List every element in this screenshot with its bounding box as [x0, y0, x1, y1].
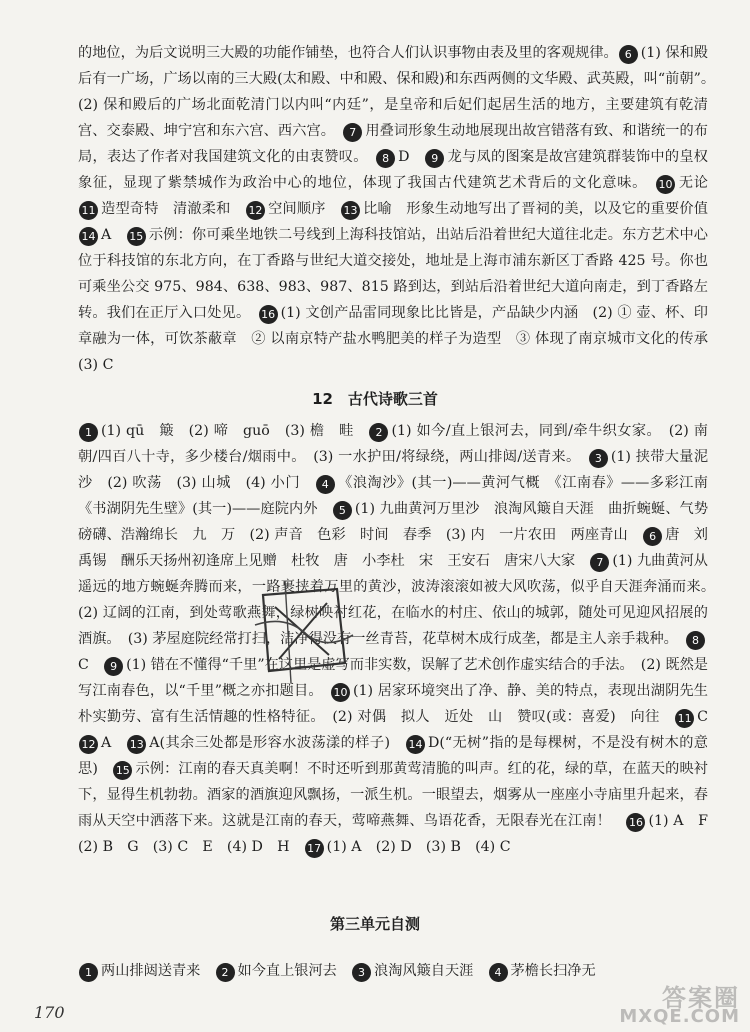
site-watermark-logo — [540, 978, 740, 1028]
question-number-badge: 9 — [425, 149, 444, 168]
question-number-badge: 12 — [246, 201, 265, 220]
answer-text: (1) 居家环境突出了净、静、美的特点，表现出湖阴先生朴实勤劳、富有生活情趣的性格特征。 (2) 对偶 拟人 近处 山 赞叹(或：喜爱) 向往 — [78, 683, 708, 725]
answer-text: 示例：江南的春天真美啊！不时还听到那黄莺清脆的叫声。红的花，绿的草，在蓝天的映衬下，显得生机勃勃。酒家的酒旗迎风飘扬，一派生机。一眼望去，烟雾从一座座小寺庙里升起来，春雨从天空中洒落下来。这就是江南的春天，莺啼燕舞、鸟语花香，无限春光在江南！ — [78, 761, 708, 829]
answer-text: 如今直上银河去 — [237, 963, 352, 979]
answer-text: 《浪淘沙》(其一)——黄河气概 《江南春》——多彩江南 《书湖阴先生壁》(其一)——庭院内外 — [78, 475, 723, 517]
answer-text: A — [101, 735, 127, 751]
answer-block-ancient-poems — [78, 418, 723, 860]
question-number-badge: 8 — [376, 149, 395, 168]
question-number-badge: 10 — [331, 683, 350, 702]
question-number-badge: 7 — [590, 553, 609, 572]
watermark-text: 答案圈 — [662, 984, 740, 1012]
question-number-badge: 2 — [369, 423, 388, 442]
question-number-badge: 9 — [104, 657, 123, 676]
question-number-badge: 11 — [675, 709, 694, 728]
question-number-badge: 12 — [79, 735, 98, 754]
answer-text: (1) 挟带大量泥沙 (2) 吹荡 (3) 山城 (4) 小门 — [78, 449, 709, 491]
answer-text: 空间顺序 — [267, 201, 340, 217]
question-number-badge: 3 — [352, 963, 371, 982]
answer-text: 两山排闼送青来 — [101, 963, 215, 979]
question-number-badge: 5 — [333, 501, 352, 520]
question-number-badge: 16 — [259, 305, 278, 324]
question-number-badge: 14 — [79, 227, 98, 246]
answer-text: (1) A F (2) B G (3) C E (4) D H — [78, 813, 723, 855]
watermark-url: MXQE.COM — [619, 1006, 740, 1027]
answer-text: 龙与凤的图案是故宫建筑群装饰中的皇权象征，显现了紫禁城作为政治中心的地位，体现了我国古代建筑艺术背后的文化意味。 — [78, 149, 708, 191]
section-heading-ancient-poems: 12 古代诗歌三首 — [312, 390, 438, 408]
question-number-badge: 13 — [127, 735, 146, 754]
answer-text: (1) A (2) D (3) B (4) C — [326, 839, 511, 855]
answer-text: 比喻 形象生动地写出了晋祠的美，以及它的重要价值 — [363, 201, 723, 217]
question-number-badge: 15 — [113, 761, 132, 780]
question-number-badge: 1 — [79, 963, 98, 982]
question-number-badge: 15 — [127, 227, 146, 246]
section-heading-unit-test: 第三单元自测 — [329, 915, 420, 933]
question-number-badge: 11 — [79, 201, 98, 220]
question-number-badge: 16 — [626, 813, 645, 832]
pen-scribble-mark — [245, 575, 360, 690]
question-number-badge: 4 — [316, 475, 335, 494]
answer-text: (1) 九曲黄河从遥远的地方蜿蜒奔腾而来，一路裹挟着万里的黄沙，波涛滚滚如被大风吹荡，似乎自天涯奔涌而来。 (2) 辽阔的江南，到处莺歌燕舞，绿树映衬红花，在临水的村庄、依山的城郭，随处可见迎风招展的酒旗。 (3) 茅屋庭院经常打扫，洁净得没有一丝青苔，花草树木成行成垄，都是主人亲手栽种。 — [78, 553, 723, 647]
answer-text: D — [398, 149, 425, 165]
question-number-badge: 2 — [216, 963, 235, 982]
question-number-badge: 6 — [619, 45, 638, 64]
answer-text: 唐 刘禹锡 酬乐天扬州初逢席上见赠 杜牧 唐 小李杜 宋 王安石 唐宋八大家 — [78, 527, 708, 569]
question-number-badge: 14 — [406, 735, 425, 754]
answer-text: (1) 九曲黄河万里沙 浪淘风簸自天涯 曲折蜿蜒、气势磅礴、浩瀚绵长 九 万 (2) 声音 色彩 时间 春季 (3) 内 一片农田 两座青山 — [78, 501, 709, 543]
question-number-badge: 4 — [489, 963, 508, 982]
answer-text: C — [78, 657, 104, 673]
question-number-badge: 1 — [79, 423, 98, 442]
question-number-badge: 10 — [656, 175, 675, 194]
question-number-badge: 3 — [589, 449, 608, 468]
answer-text: D(“无树”指的是每棵树，不是没有树木的意思) — [78, 735, 708, 777]
answer-text: (1) qū 簸 (2) 啼 guō (3) 檐 畦 — [101, 423, 369, 439]
answer-text: 示例：你可乘坐地铁二号线到上海科技馆站，出站后沿着世纪大道往北走。东方艺术中心位于科技馆的东北方向，在丁香路与世纪大道交接处，地址是上海市浦东新区丁香路 425 号。你也可乘坐公交 975、984、638、983、987、815 路到达，到站后沿着世纪大道向南走，到丁香路左转。我们在正厅入口处见。 — [78, 227, 708, 321]
answer-text: (1) 保和殿后有一广场，广场以南的三大殿(太和殿、中和殿、保和殿)和东西两侧的文华殿、武英殿，叫“前朝”。 (2) 保和殿后的广场北面乾清门以内叫“内廷”，是皇帝和后妃们起居生活的地方，主要建筑有乾清宫、交泰殿、坤宁宫和东六宫、西六宫。 — [78, 45, 723, 139]
question-number-badge: 17 — [305, 839, 324, 858]
question-number-badge: 7 — [343, 123, 362, 142]
answer-text: A(其余三处都是形容水波荡漾的样子) — [149, 735, 405, 751]
answer-text: (1) 如今/直上银河去，同到/牵牛织女家。 (2) 南朝/四百八十寺，多少楼台/烟雨中。 (3) 一水护田/将绿绕，两山排闼/送青来。 — [78, 423, 708, 465]
answer-text: 的地位，为后文说明三大殿的功能作铺垫，也符合人们认识事物由表及里的客观规律。 — [78, 45, 618, 61]
answer-text: 无论 — [678, 175, 723, 191]
answer-text: C — [697, 709, 723, 725]
answer-text: 用叠词形象生动地展现出故宫错落有致、和谐统一的布局，表达了作者对我国建筑文化的由衷赞叹。 — [78, 123, 708, 165]
question-number-badge: 13 — [341, 201, 360, 220]
answer-text: (1) 文创产品雷同现象比比皆是，产品缺少内涵 (2) ① 壶、杯、印章融为一体，可饮茶蔽章 ② 以南京特产盐水鸭肥美的样子为造型 ③ 体现了南京城市文化的传承 (3) C — [78, 305, 723, 373]
answer-text: A — [101, 227, 126, 243]
answer-text: 浪淘风簸自天涯 — [374, 963, 488, 979]
page-number: 170 — [34, 1003, 65, 1022]
answer-text: 茅檐长扫净无 — [510, 963, 596, 979]
question-number-badge: 8 — [686, 631, 705, 650]
answer-text: (1) 错在不懂得“千里”在这里是虚写而非实数，误解了艺术创作虚实结合的手法。 (2) 既然是写江南春色，以“千里”概之亦扣题目。 — [78, 657, 708, 699]
answer-block-previous-lesson — [78, 40, 723, 378]
answer-text: 造型奇特 清澈柔和 — [101, 201, 245, 217]
question-number-badge: 6 — [643, 527, 662, 546]
